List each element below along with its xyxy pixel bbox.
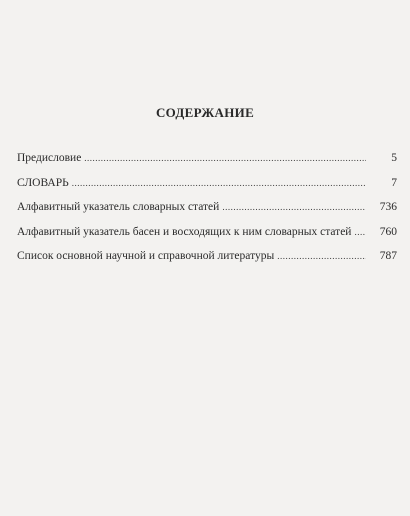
toc-entry-page: 5 [391, 152, 397, 164]
toc-entry-literature [17, 250, 397, 275]
page-title: СОДЕРЖАНИЕ [155, 105, 255, 120]
toc-entry-dictionary [17, 177, 397, 202]
table-of-contents [17, 152, 397, 275]
toc-entry-preface [17, 152, 397, 177]
toc-leader-dots [222, 202, 366, 212]
toc-entry-page: 760 [379, 225, 397, 238]
toc-entry-page: 736 [379, 201, 397, 213]
toc-entry-label: СЛОВАРЬ [17, 176, 69, 189]
toc-entry-label: Список основной научной и справочной литературы [17, 250, 275, 262]
toc-entry-label: Алфавитный указатель словарных статей [17, 201, 220, 213]
toc-entry-page: 7 [391, 176, 397, 189]
toc-entry-label: Алфавитный указатель басен и восходящих к ним словарных статей [17, 225, 352, 238]
toc-entry-page: 787 [379, 250, 397, 262]
toc-leader-dots [277, 251, 366, 261]
toc-leader-dots [72, 178, 366, 188]
toc-entry-fables-index [17, 226, 397, 251]
toc-leader-dots [84, 153, 366, 163]
toc-entry-entries-index [17, 201, 397, 226]
toc-entry-label: Предисловие [17, 152, 82, 164]
toc-leader-dots [354, 227, 366, 237]
